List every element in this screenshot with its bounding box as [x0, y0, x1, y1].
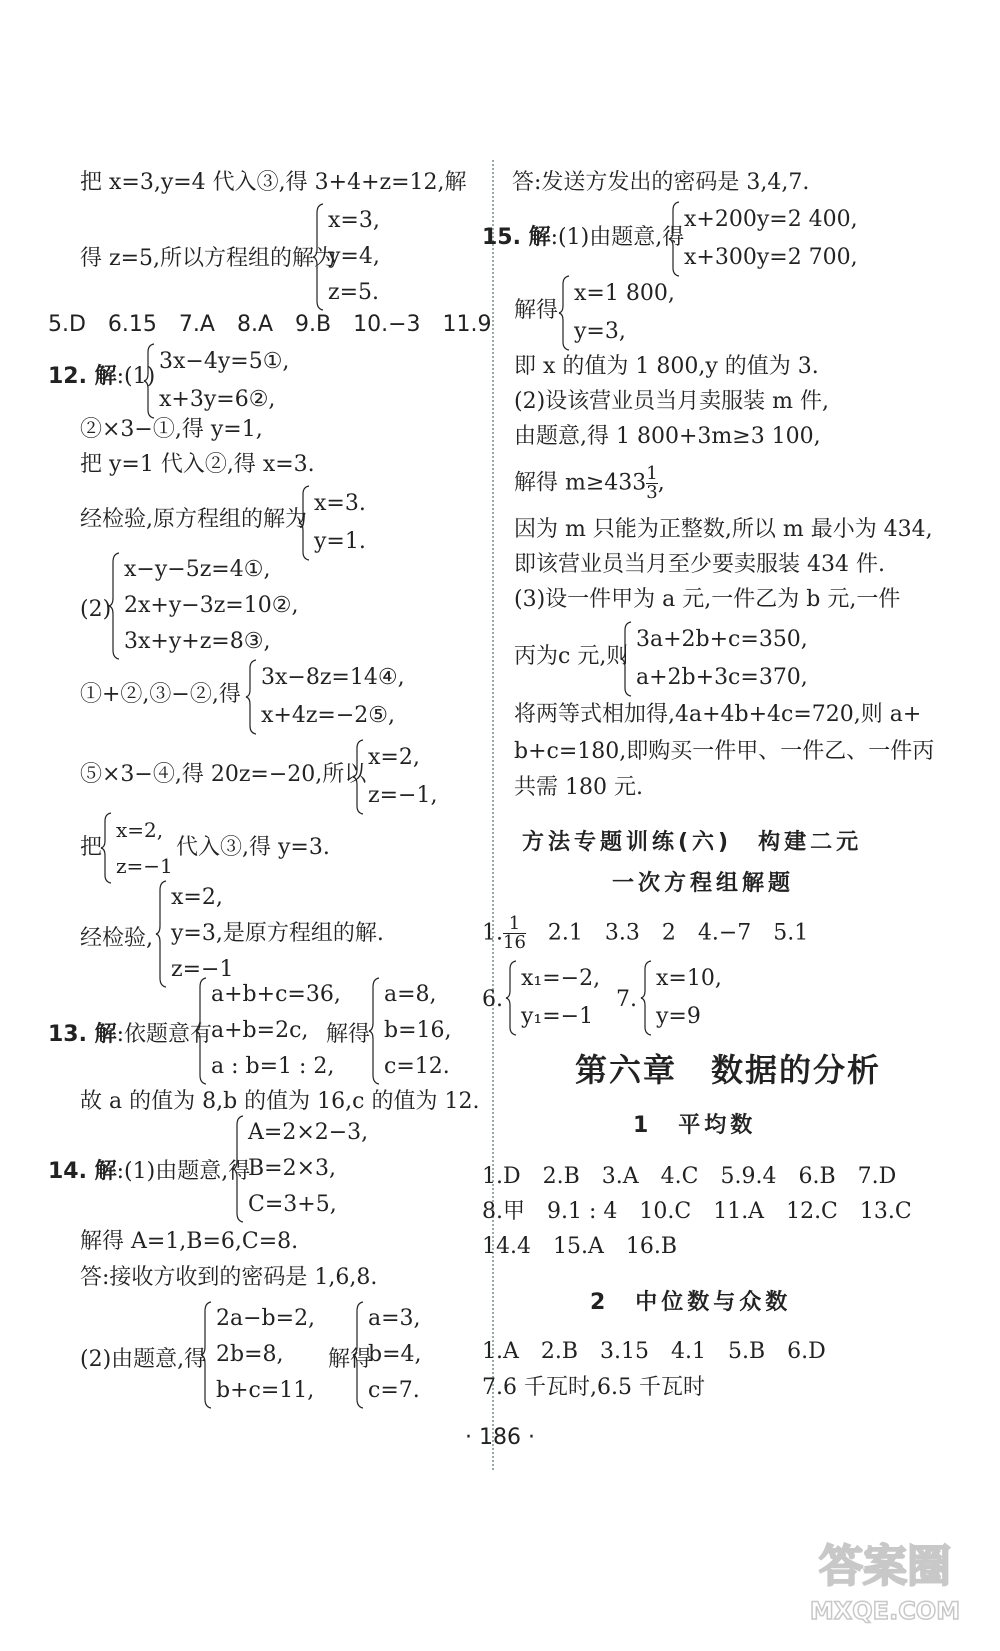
answer-line: 1.A 2.B 3.15 4.1 5.B 6.D [482, 1339, 826, 1364]
equation-system [620, 621, 808, 697]
text-line: 把 x=3,y=4 代入③,得 3+4+z=12,解 [80, 170, 467, 195]
equation: b=16, [384, 1018, 452, 1043]
equation: 3x−8z=14④, [261, 665, 405, 690]
text: 解得 m≥433 [514, 470, 647, 496]
equation: b=4, [368, 1342, 422, 1367]
text-line: 经检验,原方程组的解为 [80, 507, 307, 532]
text-line: (3)设一件甲为 a 元,一件乙为 b 元,一件 [514, 587, 901, 612]
equation-system [668, 201, 858, 277]
text: 1. [482, 920, 503, 946]
text-line [514, 465, 665, 502]
equation-system [558, 275, 675, 351]
equation: x₁=−2, [521, 966, 601, 991]
text-line: 丙为c 元,则 [514, 644, 629, 669]
equation-system [143, 343, 289, 419]
equation: y=9 [656, 1004, 701, 1029]
text-line: (2)由题意,得 [80, 1347, 207, 1372]
column-divider [492, 160, 494, 1470]
section-heading: 一次方程组解题 [612, 871, 795, 896]
equation-system [505, 960, 600, 1036]
text-line: 答:接收方收到的密码是 1,6,8. [80, 1265, 378, 1290]
text-line: 即该营业员当月至少要卖服装 434 件. [514, 552, 885, 577]
section-heading: 1 平均数 [633, 1113, 757, 1138]
text-line: 6. [482, 987, 503, 1012]
equation: z=−1, [368, 783, 438, 808]
equation: 2a−b=2, [216, 1306, 316, 1331]
watermark-logo [800, 1521, 970, 1631]
text-line: 共需 180 元. [514, 775, 643, 800]
answer-line [482, 915, 808, 952]
chapter-title: 第六章 数据的分析 [575, 1051, 882, 1089]
watermark-icon [800, 1521, 970, 1631]
equation: 2x+y−3z=10②, [124, 593, 299, 618]
problem-12 [48, 362, 155, 392]
equation-system [352, 739, 437, 815]
equation: a+2b+3c=370, [636, 665, 808, 690]
equation-system [108, 552, 298, 660]
equation: x−y−5z=4①, [124, 557, 271, 582]
equation: c=7. [368, 1378, 420, 1403]
watermark-bottom: MXQE.COM [809, 1597, 961, 1625]
text-line: 把 [80, 835, 103, 860]
text: :(1)由题意,得 [550, 225, 685, 250]
text-line: 解得 [328, 1347, 373, 1372]
text-line: ⑤×3−④,得 20z=−20,所以 [80, 762, 367, 787]
equation: z=5. [328, 280, 380, 305]
equation: x+300y=2 700, [684, 245, 858, 270]
text-line: 代入③,得 y=3. [176, 835, 330, 860]
answer-line: 1.D 2.B 3.A 4.C 5.9.4 6.B 7.D [482, 1164, 897, 1189]
equation: x=10, [656, 966, 722, 991]
text-line: ②×3−①,得 y=1, [80, 417, 263, 442]
equation: x=2, [368, 745, 420, 770]
problem-label: 15. 解 [482, 225, 551, 250]
equation: x+3y=6②, [159, 387, 276, 412]
problem-label: 13. 解 [48, 1022, 117, 1047]
equation: y=3, [574, 319, 626, 344]
equation: 3x+y+z=8③, [124, 629, 271, 654]
equation-system [155, 880, 384, 988]
equation: y=4, [328, 244, 380, 269]
equation: x+200y=2 400, [684, 207, 858, 232]
problem-15 [482, 223, 684, 253]
equation: A=2×2−3, [248, 1120, 369, 1145]
text-line: 将两等式相加得,4a+4b+4c=720,则 a+ [514, 702, 922, 727]
fraction-numerator: 1 [646, 463, 658, 484]
text-line: (2) [80, 597, 112, 622]
fraction [646, 465, 657, 502]
text-line: b+c=180,即购买一件甲、一件乙、一件丙 [514, 739, 935, 764]
text-line: 因为 m 只能为正整数,所以 m 最小为 434, [514, 517, 933, 542]
equation: x=3, [328, 208, 380, 233]
equation: x=3. [314, 491, 366, 516]
equation: y=1. [314, 529, 366, 554]
text: 2.1 3.3 2 4.−7 5.1 [525, 920, 809, 946]
problem-14 [48, 1157, 250, 1187]
fraction-denominator: 3 [646, 482, 658, 503]
equation: c=12. [384, 1054, 450, 1079]
text-line: 解得 [326, 1022, 371, 1047]
equation: x=1 800, [574, 281, 675, 306]
text-line: 得 z=5,所以方程组的解为 [80, 246, 337, 271]
equation-system [195, 977, 341, 1085]
equation: b+c=11, [216, 1378, 315, 1403]
text-line: 解得 A=1,B=6,C=8. [80, 1229, 299, 1254]
text: :(1) [116, 364, 156, 389]
equation-system [312, 203, 380, 311]
watermark-top: 答案圈 [819, 1541, 951, 1592]
fraction-denominator: 16 [503, 932, 526, 953]
equation-system [298, 485, 366, 561]
equation: 3a+2b+c=350, [636, 627, 808, 652]
text-line: 故 a 的值为 8,b 的值为 16,c 的值为 12. [80, 1089, 480, 1114]
equation: z=−1 [116, 854, 173, 878]
equation: x+4z=−2⑤, [261, 703, 396, 728]
equation: a=3, [368, 1306, 421, 1331]
fraction [503, 915, 526, 952]
fraction-numerator: 1 [508, 913, 521, 934]
equation-system [640, 960, 722, 1036]
answer-line: 7.6 千瓦时,6.5 千瓦时 [482, 1375, 705, 1400]
text-line: 答:发送方发出的密码是 3,4,7. [512, 170, 810, 195]
section-heading: 2 中位数与众数 [590, 1290, 792, 1315]
equation: a=8, [384, 982, 437, 1007]
problem-label: 14. 解 [48, 1159, 117, 1184]
answer-line: 5.D 6.15 7.A 8.A 9.B 10.−3 11.9 [48, 312, 492, 337]
equation: 3x−4y=5①, [159, 349, 290, 374]
answer-line: 14.4 15.A 16.B [482, 1234, 678, 1259]
equation-system [245, 659, 405, 735]
section-heading: 方法专题训练(六) 构建二元 [522, 830, 863, 855]
equation-system [368, 977, 452, 1085]
text-line: 7. [616, 987, 637, 1012]
problem-label: 12. 解 [48, 364, 117, 389]
text-line: 由题意,得 1 800+3m≥3 100, [514, 424, 821, 449]
answer-line: 8.甲 9.1 : 4 10.C 11.A 12.C 13.C [482, 1199, 912, 1224]
equation: x=2, [116, 818, 164, 842]
equation-system [232, 1115, 368, 1223]
equation-system [100, 812, 173, 884]
page-number: · 186 · [465, 1425, 535, 1450]
equation: B=2×3, [248, 1156, 337, 1181]
text-line: (2)设该营业员当月卖服装 m 件, [514, 389, 830, 414]
text: :依题意有 [116, 1022, 213, 1047]
text-line: 解得 [514, 298, 559, 323]
equation: 2b=8, [216, 1342, 284, 1367]
text: , [657, 470, 665, 496]
equation: y₁=−1 [521, 1004, 594, 1029]
equation: a+b=2c, [211, 1018, 309, 1043]
problem-13 [48, 1020, 212, 1050]
equation-system [352, 1301, 422, 1409]
equation: z=−1 [171, 957, 234, 982]
text: :(1)由题意,得 [116, 1159, 251, 1184]
equation: C=3+5, [248, 1192, 337, 1217]
equation: y=3,是原方程组的解. [171, 921, 384, 946]
text-line: 即 x 的值为 1 800,y 的值为 3. [514, 354, 819, 379]
equation: x=2, [171, 885, 223, 910]
equation-system [200, 1301, 315, 1409]
text-line: ①+②,③−②,得 [80, 682, 241, 707]
text-line: 把 y=1 代入②,得 x=3. [80, 452, 315, 477]
equation: a+b+c=36, [211, 982, 341, 1007]
text-line: 经检验, [80, 926, 153, 951]
equation: a : b=1 : 2, [211, 1054, 335, 1079]
